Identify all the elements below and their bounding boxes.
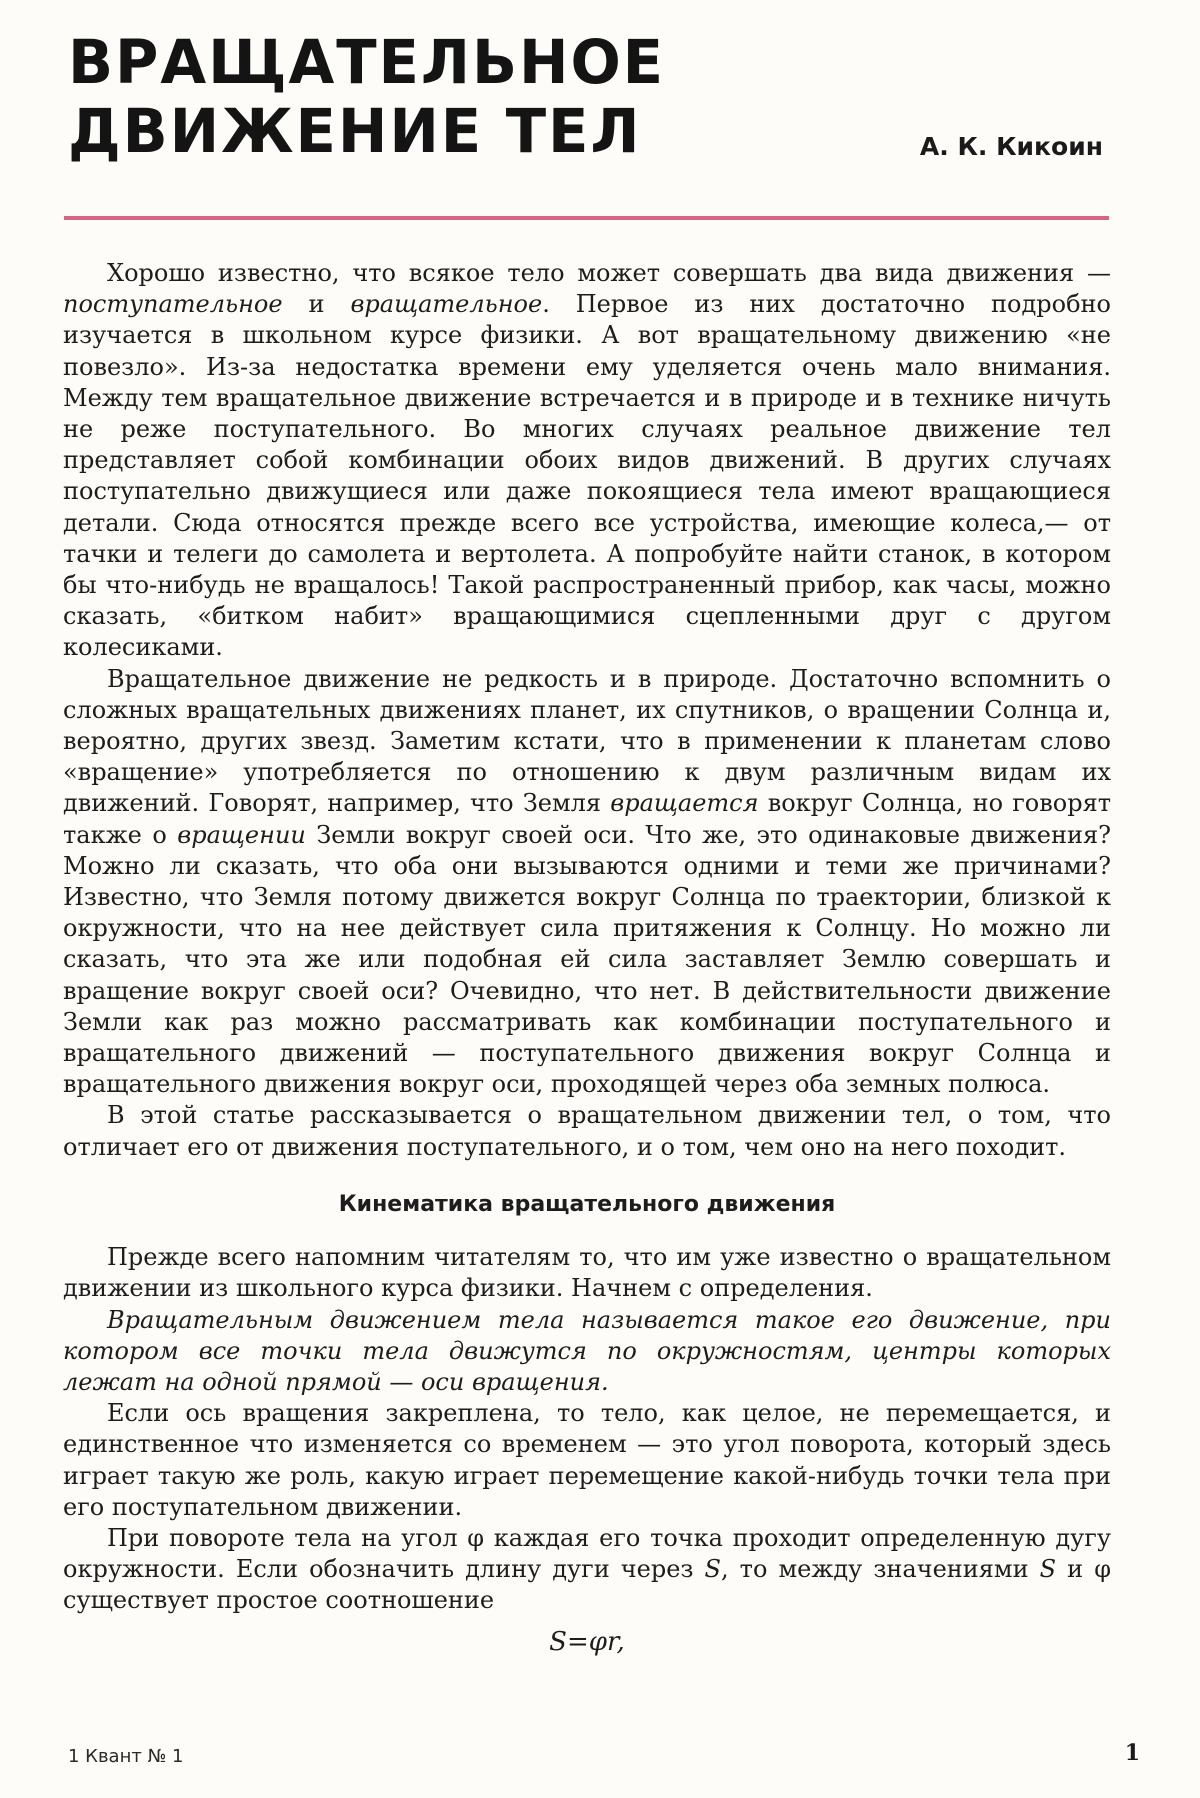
intro-p1-text-b: и [282,290,351,319]
intro-paragraph-2 [63,664,1111,1101]
section-heading: Кинематика вращательного движения [338,1191,836,1217]
emphasis-rotation: вращении [177,820,306,849]
section-p3-text-c: , то между значениями [721,1555,1040,1584]
page-number: 1 [1124,1740,1140,1766]
emphasis-rotates: вращается [610,789,759,818]
section-p3-text-e: существует простое соотношение [63,1586,495,1615]
phi-symbol: φ [467,1523,485,1552]
section-p3-text-a: При повороте тела на угол [107,1523,468,1552]
intro-p2-text-b: вокруг Солнца, но говорят также о [63,789,1111,849]
intro-p2-text-c: Земли вокруг своей оси. Что же, это одинаковые движения? Можно ли сказать, что оба они вызываются одними и теми же причинами? Известно, что Земля потому движется вокруг Солнца по траектории, близкой к окружности, что на нее действует сила притяжения к Солнцу. Но можно ли сказать, что эта же или подобная ей сила заставляет Землю совершать и вращение вокруг своей оси? Очевидно, что нет. В действительности движение Земли как раз можно рассматривать как комбинации поступательного и вращательного движений — поступательного движения вокруг Солнца и вращательного движения вокруг оси, проходящей через оба земных полюса. [63,820,1112,1099]
section-p3-text-d: и [1056,1555,1095,1584]
term-translational: поступательное [63,290,283,319]
article-body [63,258,1111,1658]
intro-p1-text-c: . Первое из них достаточно подробно изучается в школьном курсе физики. А вот вращательному движению «не повезло». Из-за недостатка времени ему уделяется очень мало внимания. Между тем вращательное движение встречается и в природе и в технике ничуть не реже поступательного. Во многих случаях реальное движение тел представляет собой комбинации обоих видов движений. В других случаях поступательно движущиеся или даже покоящиеся тела имеют вращающиеся детали. Сюда относятся прежде всего все устройства, имеющие колеса,— от тачки и телеги до самолета и вертолета. А попробуйте найти станок, в котором бы что-нибудь не вращалось! Такой распространенный прибор, как часы, можно сказать, «битком набит» вращающимися сцепленными друг с другом колесиками. [63,290,1111,662]
journal-footer: 1 Квант № 1 [68,1746,184,1767]
formula: S=φr, [549,1626,625,1657]
section-paragraph-3 [63,1523,1111,1617]
author-name: А. К. Кикоин [919,132,1103,161]
header-divider [64,216,1109,220]
definition-paragraph: Вращательным движением тела называется такое его движение, при котором все точки тела движутся по окружностям, центры которых лежат на одной прямой — оси вращения. [63,1305,1111,1396]
intro-paragraph-1 [63,258,1111,664]
title-line-1: ВРАЩАТЕЛЬНОЕ [68,27,666,98]
intro-p2-text-a: Вращательное движение не редкость и в природе. Достаточно вспомнить о сложных вращательных движениях планет, их спутников, о вращении Солнца и, вероятно, других звезд. Заметим кстати, что в применении к планетам слово «вращение» употребляется по отношению к двум различным видам их движений. Говорят, например, что Земля [63,664,1111,818]
intro-paragraph-3: В этой статье рассказывается о вращательном движении тел, о том, что отличает его от движения поступательного, и о том, чем оно на него походит. [63,1101,1111,1161]
section-paragraph-1: Прежде всего напомним читателям то, что им уже известно о вращательном движении из школьного курса физики. Начнем с определения. [63,1243,1111,1303]
arc-length-symbol-2: S [1039,1555,1057,1584]
section-paragraph-2: Если ось вращения закреплена, то тело, как целое, не перемещается, и единственное что изменяется со временем — это угол поворота, который здесь играет такую же роль, какую играет перемещение какой-нибудь точки тела при его поступательном движении. [63,1399,1111,1521]
term-rotational: вращательное [350,290,543,319]
article-title [68,28,665,166]
intro-p1-text-a: Хорошо известно, что всякое тело может совершать два вида движения — [107,259,1111,287]
section-p3-text-b: каждая его точка проходит определенную дугу окружности. Если обозначить длину дуги через [63,1523,1111,1584]
title-line-2: ДВИЖЕНИЕ ТЕЛ [68,96,642,167]
phi-symbol-2: φ [1094,1555,1111,1584]
arc-length-symbol: S [704,1555,721,1584]
